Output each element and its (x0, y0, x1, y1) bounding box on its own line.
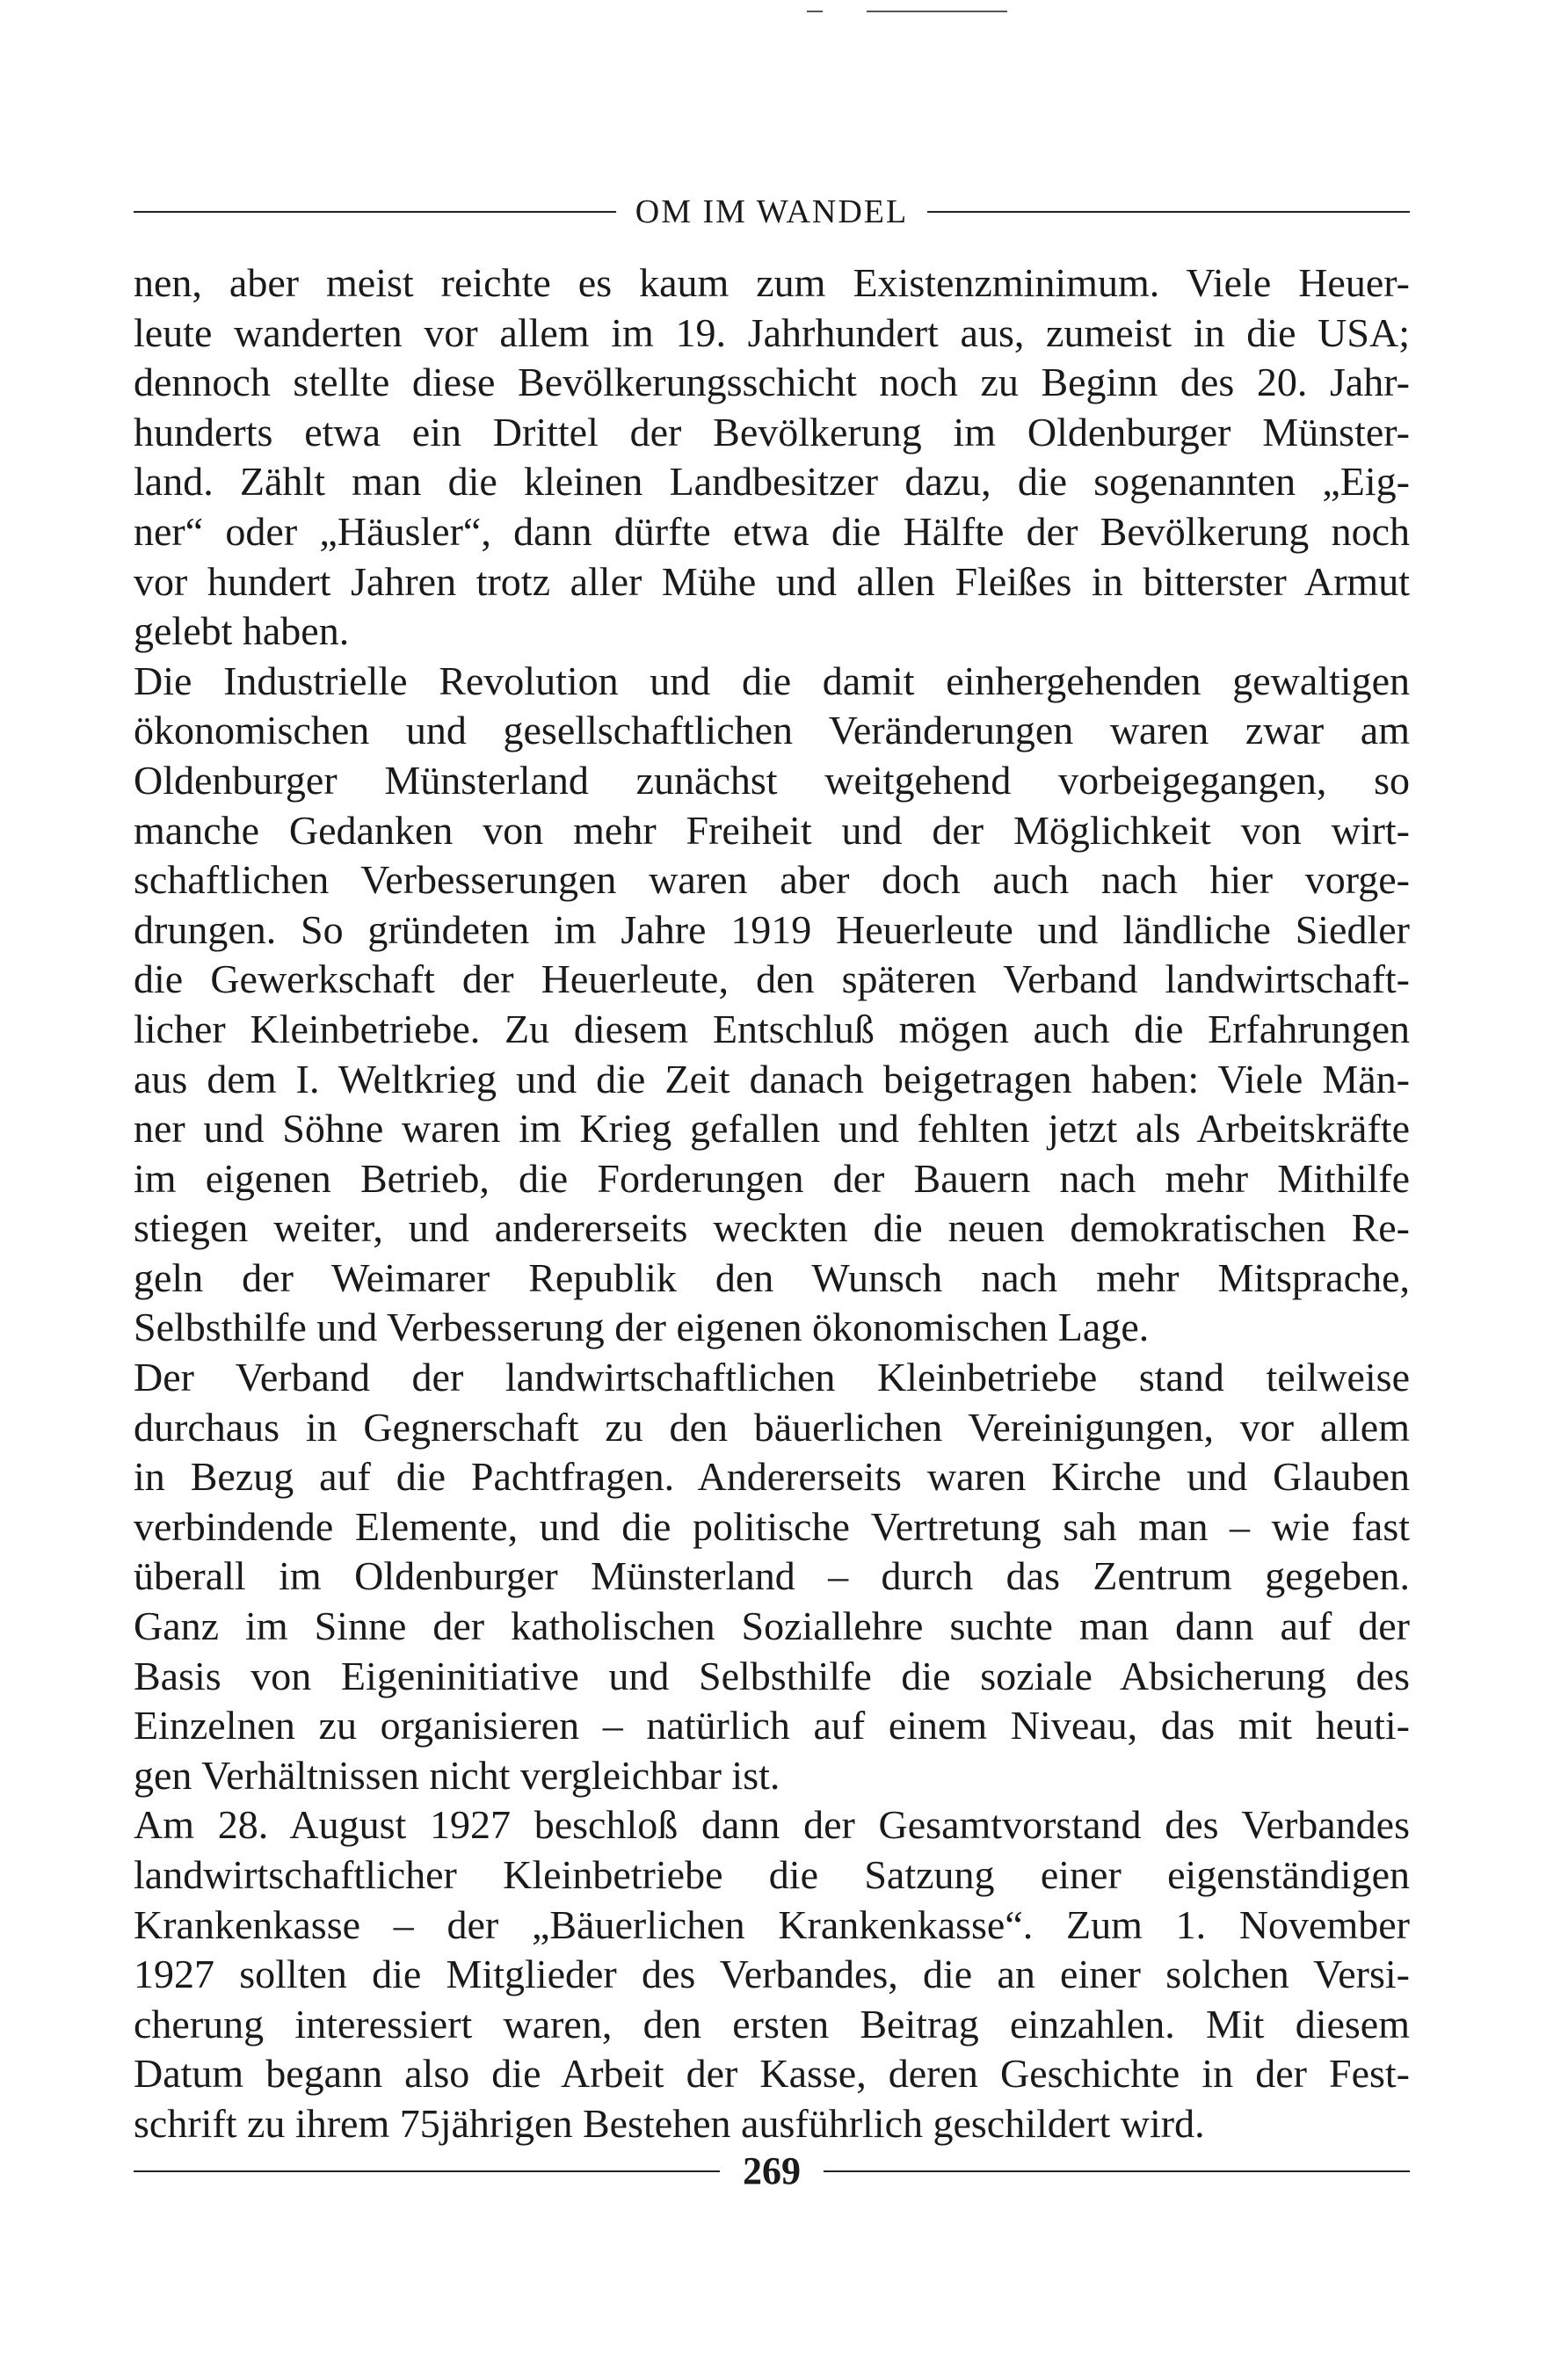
text-line: Datum begann also die Arbeit der Kasse, deren Geschichte in der Fest- (134, 2051, 1410, 2097)
top-edge-mark (807, 11, 823, 12)
text-line: überall im Oldenburger Münsterland – durch das Zentrum gegeben. (134, 1553, 1410, 1599)
text-line: Krankenkasse – der „Bäuerlichen Krankenkasse“. Zum 1. November (134, 1901, 1410, 1947)
text-line: land. Zählt man die kleinen Landbesitzer dazu, die sogenannten „Eig- (134, 459, 1410, 505)
text-line: geln der Weimarer Republik den Wunsch nach mehr Mitsprache, (134, 1254, 1410, 1300)
running-head-title: OM IM WANDEL (635, 193, 909, 230)
text-line: vor hundert Jahren trotz aller Mühe und allen Fleißes in bitterster Armut (134, 558, 1410, 604)
text-line: gen Verhältnissen nicht vergleichbar ist. (134, 1752, 780, 1798)
text-line: nen, aber meist reichte es kaum zum Existenzminimum. Viele Heuer- (134, 260, 1410, 305)
text-line: licher Kleinbetriebe. Zu diesem Entschluß mögen auch die Erfahrungen (134, 1006, 1410, 1051)
footer-rule-right (824, 2170, 1410, 2172)
text-line: durchaus in Gegnerschaft zu den bäuerlichen Vereinigungen, vor allem (134, 1404, 1410, 1450)
page-footer (134, 2149, 1410, 2192)
text-line: verbindende Elemente, und die politische Vertretung sah man – wie fast (134, 1503, 1410, 1549)
footer-rule-left (134, 2170, 720, 2172)
text-line: leute wanderten vor allem im 19. Jahrhundert aus, zumeist in die USA; (134, 309, 1410, 355)
text-line: schaftlichen Verbesserungen waren aber doch auch nach hier vorge- (134, 857, 1410, 903)
text-line: ner“ oder „Häusler“, dann dürfte etwa die Hälfte der Bevölkerung noch (134, 508, 1410, 554)
text-line: in Bezug auf die Pachtfragen. Andererseits waren Kirche und Glauben (134, 1454, 1410, 1500)
running-head-rule-left (134, 211, 616, 213)
text-line: im eigenen Betrieb, die Forderungen der Bauern nach mehr Mithilfe (134, 1155, 1410, 1201)
text-line: Der Verband der landwirtschaftlichen Kleinbetriebe stand teilweise (134, 1355, 1410, 1400)
text-line: dennoch stellte diese Bevölkerungsschicht noch zu Beginn des 20. Jahr- (134, 360, 1410, 405)
body-text (134, 258, 1410, 2149)
text-line: stiegen weiter, und andererseits weckten die neuen demokratischen Re- (134, 1205, 1410, 1251)
text-line: ökonomischen und gesellschaftlichen Veränderungen waren zwar am (134, 708, 1410, 753)
text-line: gelebt haben. (134, 608, 350, 654)
text-line: Einzelnen zu organisieren – natürlich auf einem Niveau, das mit heuti- (134, 1703, 1410, 1748)
text-line: Ganz im Sinne der katholischen Soziallehre suchte man dann auf der (134, 1603, 1410, 1649)
text-line: ner und Söhne waren im Krieg gefallen und fehlten jetzt als Arbeitskräfte (134, 1106, 1410, 1152)
text-line: Die Industrielle Revolution und die damit einhergehenden gewaltigen (134, 658, 1410, 703)
text-line: Selbsthilfe und Verbesserung der eigenen ökonomischen Lage. (134, 1305, 1150, 1350)
text-line: landwirtschaftlicher Kleinbetriebe die Satzung einer eigenständigen (134, 1852, 1410, 1897)
text-line: Basis von Eigeninitiative und Selbsthilfe die soziale Absicherung des (134, 1653, 1410, 1698)
text-line: hunderts etwa ein Drittel der Bevölkerung im Oldenburger Münster- (134, 409, 1410, 454)
text-line: manche Gedanken von mehr Freiheit und der Möglichkeit von wirt- (134, 807, 1410, 853)
text-line: cherung interessiert waren, den ersten Beitrag einzahlen. Mit diesem (134, 2001, 1410, 2046)
text-line: aus dem I. Weltkrieg und die Zeit danach beigetragen haben: Viele Män- (134, 1056, 1410, 1101)
text-line: 1927 sollten die Mitglieder des Verbandes, die an einer solchen Versi- (134, 1952, 1410, 1997)
page-number: 269 (743, 2149, 801, 2192)
text-line: Am 28. August 1927 beschloß dann der Gesamtvorstand des Verbandes (134, 1802, 1410, 1848)
text-line: drungen. So gründeten im Jahre 1919 Heuerleute und ländliche Siedler (134, 906, 1410, 952)
top-edge-rule (867, 11, 1007, 12)
text-line: schrift zu ihrem 75jährigen Bestehen ausführlich geschildert wird. (134, 2100, 1205, 2146)
running-head (134, 195, 1410, 229)
text-line: Oldenburger Münsterland zunächst weitgehend vorbeigegangen, so (134, 757, 1410, 803)
text-line: die Gewerkschaft der Heuerleute, den späteren Verband landwirtschaft- (134, 956, 1410, 1002)
running-head-rule-right (927, 211, 1410, 213)
